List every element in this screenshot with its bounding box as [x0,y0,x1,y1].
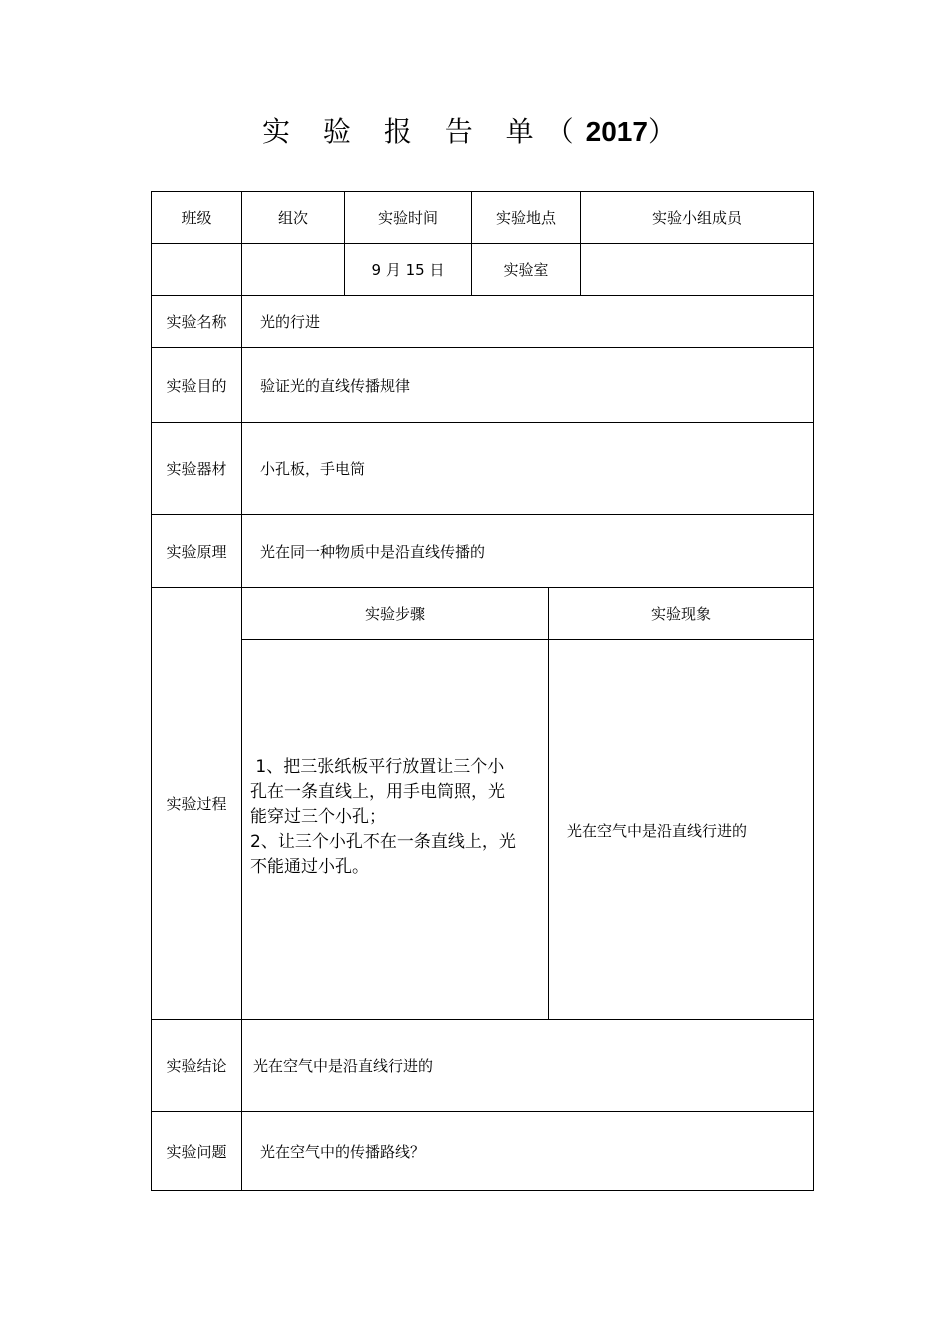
purpose-label: 实验目的 [166,376,227,395]
title-year: 2017 [585,116,648,147]
steps-header: 实验步骤 [364,605,425,623]
table-border-right [813,191,814,1191]
conclusion-label: 实验结论 [166,1057,227,1075]
table-border-bottom [151,1190,814,1191]
name-value: 光的行进 [260,313,321,331]
steps-line: 不能通过小孔。 [250,857,369,877]
name-label: 实验名称 [166,313,227,331]
group-value [242,244,344,295]
question-value: 光在空气中的传播路线？ [260,1142,426,1161]
process-label: 实验过程 [166,795,227,813]
table-rule [242,639,814,640]
members-value [581,244,813,295]
title-end: ） [647,115,688,148]
header-class: 班级 [181,209,212,227]
time-value: 9 月 15 日 [371,261,445,279]
header-time: 实验时间 [377,209,438,227]
header-group: 组次 [277,209,308,227]
phenomena-value: 光在空气中是沿直线行进的 [567,821,748,840]
header-place: 实验地点 [495,209,556,227]
table-rule [548,587,549,1020]
principle-label: 实验原理 [166,542,227,561]
question-label: 实验问题 [166,1142,227,1161]
header-members: 实验小组成员 [651,209,742,227]
steps-text [250,755,542,880]
steps-line: 孔在一条直线上，用手电筒照，光 [250,782,505,802]
class-value [152,244,241,295]
steps-line: 能穿过三个小孔； [250,807,386,827]
page-title [0,110,950,150]
principle-value: 光在同一种物质中是沿直线传播的 [260,542,486,561]
place-value: 实验室 [503,261,549,279]
purpose-value: 验证光的直线传播规律 [260,376,411,395]
conclusion-value: 光在空气中是沿直线行进的 [253,1057,434,1075]
equipment-label: 实验器材 [166,460,227,478]
equipment-value: 小孔板，手电筒 [260,460,366,478]
steps-line: 1、把三张纸板平行放置让三个小 [250,757,505,777]
phenomena-header: 实验现象 [650,605,711,623]
steps-line: 2、让三个小孔不在一条直线上，光 [250,832,516,852]
title-main: 实 验 报 告 单（ [262,115,586,148]
